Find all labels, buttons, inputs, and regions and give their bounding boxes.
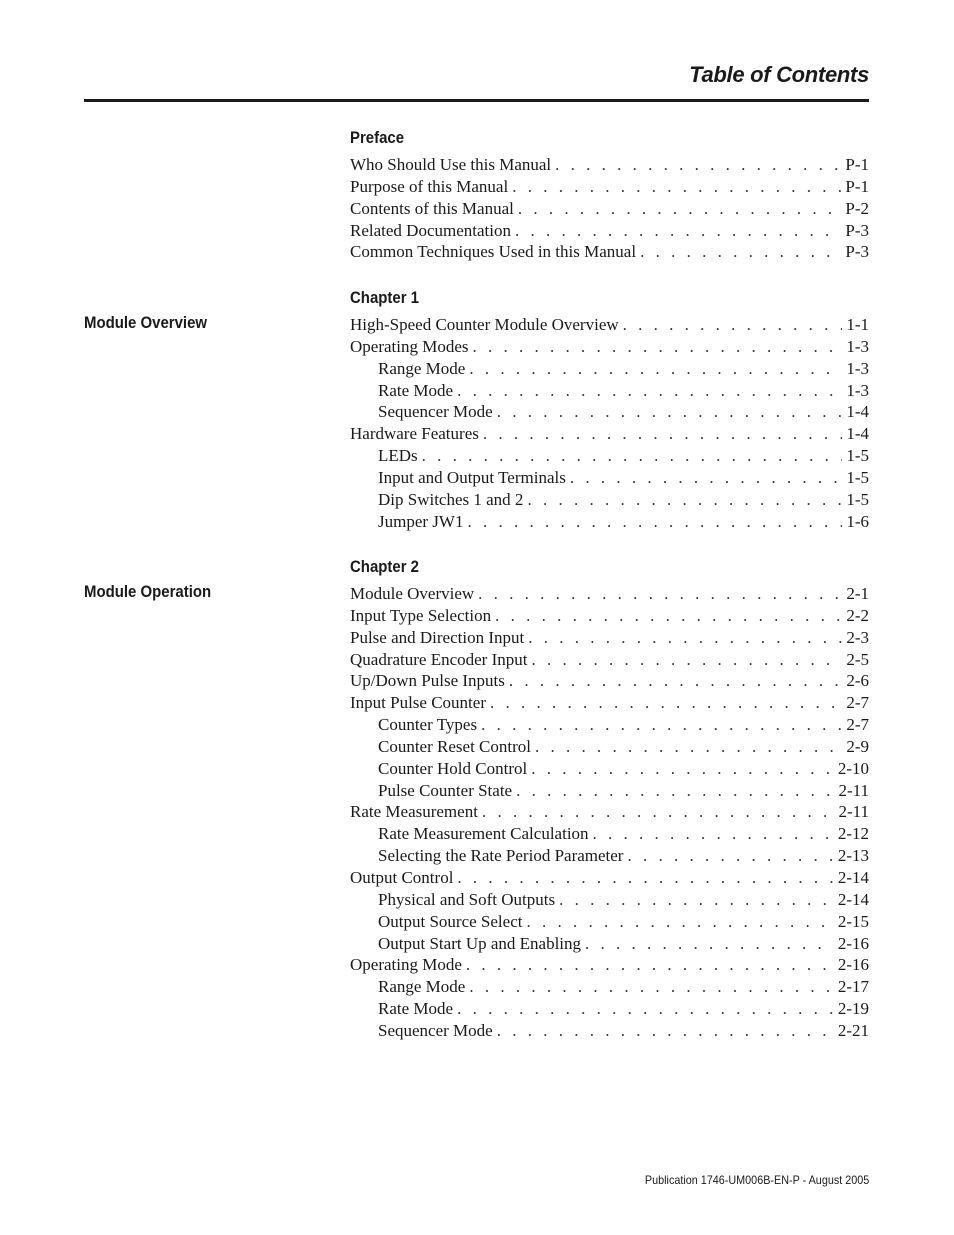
toc-entry[interactable] bbox=[350, 605, 869, 627]
publication-footer: Publication 1746-UM006B-EN-P - August 2005 bbox=[644, 1173, 869, 1187]
toc-entry-title: Operating Modes bbox=[350, 336, 469, 356]
toc-dot-leader bbox=[511, 220, 841, 242]
toc-dot-leader bbox=[493, 1020, 834, 1042]
toc-entry-title: High-Speed Counter Module Overview bbox=[350, 315, 619, 334]
toc-entry-title: Pulse Counter State bbox=[378, 780, 513, 800]
toc-entry-title: Jumper JW1 bbox=[378, 511, 464, 531]
toc-dot-leader bbox=[491, 605, 842, 627]
toc-subentry[interactable] bbox=[350, 1020, 869, 1042]
toc-page-number: P-3 bbox=[845, 220, 869, 240]
toc-subentry[interactable] bbox=[350, 467, 869, 489]
toc-page-number: 1-4 bbox=[846, 402, 869, 422]
toc-page-number: 2-19 bbox=[837, 999, 869, 1019]
page-title: Table of Contents bbox=[689, 62, 869, 87]
toc-page-number: 2-11 bbox=[838, 802, 869, 822]
toc-subentry[interactable] bbox=[350, 889, 869, 911]
toc-subentry[interactable] bbox=[350, 780, 869, 802]
toc-entry-title: Quadrature Encoder Input bbox=[350, 649, 528, 669]
toc-page-number: 1-5 bbox=[846, 489, 869, 509]
toc-page-number: 2-2 bbox=[846, 605, 869, 625]
toc-entry-title: Counter Hold Control bbox=[378, 758, 528, 778]
preface-heading: Preface bbox=[350, 128, 405, 147]
toc-entry[interactable] bbox=[350, 649, 869, 671]
toc-entry-title: Rate Measurement Calculation bbox=[378, 824, 589, 844]
toc-dot-leader bbox=[527, 649, 842, 671]
toc-subentry[interactable] bbox=[350, 489, 869, 511]
toc-page-number: 1-6 bbox=[846, 511, 869, 531]
toc-page-number: P-2 bbox=[845, 198, 869, 218]
toc-dot-leader bbox=[512, 780, 834, 802]
toc-entry-title: Counter Reset Control bbox=[378, 736, 531, 756]
toc-entry-title: Purpose of this Manual bbox=[350, 176, 509, 196]
toc-page-number: 2-9 bbox=[846, 736, 869, 756]
toc-subentry[interactable] bbox=[350, 911, 869, 933]
toc-dot-leader bbox=[589, 823, 834, 845]
toc-subentry[interactable] bbox=[350, 845, 869, 867]
toc-page-number: 2-3 bbox=[846, 627, 869, 647]
toc-entry-title: Common Techniques Used in this Manual bbox=[350, 242, 637, 262]
toc-entry[interactable] bbox=[350, 801, 869, 823]
toc-entry[interactable] bbox=[350, 154, 869, 176]
toc-page-number: 1-5 bbox=[846, 467, 869, 487]
toc-subentry[interactable] bbox=[350, 358, 869, 380]
toc-subentry[interactable] bbox=[350, 714, 869, 736]
toc-subentry[interactable] bbox=[350, 511, 869, 533]
toc-dot-leader bbox=[462, 954, 834, 976]
toc-dot-leader bbox=[477, 714, 842, 736]
toc-page-number: 2-12 bbox=[837, 824, 869, 844]
toc-entry-title: Range Mode bbox=[378, 977, 466, 997]
toc-page-number: P-1 bbox=[845, 155, 869, 174]
toc-subentry[interactable] bbox=[350, 823, 869, 845]
toc-dot-leader bbox=[465, 976, 833, 998]
toc-page-number: 2-7 bbox=[846, 715, 869, 735]
chapter-2-toc-list bbox=[350, 583, 869, 1042]
toc-entry[interactable] bbox=[350, 314, 869, 336]
toc-dot-leader bbox=[514, 198, 842, 220]
title-rule bbox=[84, 99, 869, 102]
toc-dot-leader bbox=[623, 845, 833, 867]
toc-page-number: 2-15 bbox=[837, 911, 869, 931]
toc-entry-title: Physical and Soft Outputs bbox=[378, 889, 556, 909]
toc-entry-title: Pulse and Direction Input bbox=[350, 627, 525, 647]
toc-entry-title: Module Overview bbox=[350, 584, 475, 603]
toc-page-number: 2-16 bbox=[837, 955, 869, 975]
toc-entry-title: Rate Mode bbox=[378, 999, 454, 1019]
toc-dot-leader bbox=[508, 176, 841, 198]
toc-dot-leader bbox=[453, 998, 834, 1020]
toc-page-number: 1-3 bbox=[846, 380, 869, 400]
toc-page-number: P-1 bbox=[845, 176, 869, 196]
toc-page-number: P-3 bbox=[845, 242, 869, 262]
chapter-2-title: Module Operation bbox=[84, 582, 212, 601]
toc-entry[interactable] bbox=[350, 627, 869, 649]
chapter-2-heading: Chapter 2 bbox=[350, 557, 420, 576]
toc-page-number: 2-11 bbox=[838, 780, 869, 800]
toc-entry-title: Input Pulse Counter bbox=[350, 693, 486, 713]
toc-entry-title: Sequencer Mode bbox=[378, 402, 493, 422]
toc-entry[interactable] bbox=[350, 670, 869, 692]
toc-entry-title: Sequencer Mode bbox=[378, 1020, 493, 1040]
toc-dot-leader bbox=[581, 933, 834, 955]
toc-page-number: 1-1 bbox=[846, 315, 869, 334]
toc-dot-leader bbox=[465, 358, 842, 380]
chapter-1-heading: Chapter 1 bbox=[350, 288, 420, 307]
chapter-1-toc-list bbox=[350, 314, 869, 532]
toc-entry-title: LEDs bbox=[378, 446, 418, 466]
toc-entry[interactable] bbox=[350, 220, 869, 242]
toc-entry-title: Range Mode bbox=[378, 358, 466, 378]
toc-entry[interactable] bbox=[350, 954, 869, 976]
toc-entry-title: Input Type Selection bbox=[350, 605, 492, 625]
toc-entry[interactable] bbox=[350, 241, 869, 263]
toc-subentry[interactable] bbox=[350, 380, 869, 402]
toc-entry[interactable] bbox=[350, 198, 869, 220]
toc-entry-title: Contents of this Manual bbox=[350, 198, 514, 218]
toc-dot-leader bbox=[474, 583, 842, 605]
toc-page-number: 2-1 bbox=[846, 584, 869, 603]
toc-dot-leader bbox=[453, 380, 842, 402]
toc-entry-title: Output Control bbox=[350, 867, 454, 887]
toc-page-number: 2-14 bbox=[837, 867, 869, 887]
toc-dot-leader bbox=[469, 336, 843, 358]
toc-page-number: 1-4 bbox=[846, 424, 869, 444]
toc-dot-leader bbox=[453, 867, 833, 889]
chapter-1-title: Module Overview bbox=[84, 313, 208, 332]
toc-subentry[interactable] bbox=[350, 445, 869, 467]
toc-entry[interactable] bbox=[350, 176, 869, 198]
toc-page-number: 2-10 bbox=[837, 758, 869, 778]
toc-dot-leader bbox=[418, 445, 843, 467]
toc-subentry[interactable] bbox=[350, 976, 869, 998]
toc-dot-leader bbox=[527, 758, 834, 780]
toc-entry[interactable] bbox=[350, 692, 869, 714]
toc-page-number: 2-21 bbox=[837, 1020, 869, 1040]
toc-page-number: 2-6 bbox=[846, 671, 869, 691]
toc-page-number: 2-17 bbox=[837, 977, 869, 997]
toc-dot-leader bbox=[555, 889, 834, 911]
toc-subentry[interactable] bbox=[350, 401, 869, 423]
toc-entry-title: Rate Mode bbox=[378, 380, 454, 400]
toc-entry-title: Input and Output Terminals bbox=[378, 467, 566, 487]
toc-page-number: 2-14 bbox=[837, 889, 869, 909]
toc-entry-title: Who Should Use this Manual bbox=[350, 155, 552, 174]
toc-dot-leader bbox=[463, 511, 842, 533]
toc-dot-leader bbox=[522, 911, 833, 933]
toc-entry[interactable] bbox=[350, 423, 869, 445]
toc-dot-leader bbox=[551, 154, 841, 176]
toc-dot-leader bbox=[478, 801, 835, 823]
toc-entry-title: Related Documentation bbox=[350, 220, 511, 240]
toc-page-number: 2-7 bbox=[846, 693, 869, 713]
toc-entry-title: Counter Types bbox=[378, 715, 478, 735]
toc-dot-leader bbox=[531, 736, 842, 758]
toc-entry-title: Hardware Features bbox=[350, 424, 479, 444]
toc-dot-leader bbox=[505, 670, 842, 692]
toc-subentry[interactable] bbox=[350, 736, 869, 758]
toc-page-number: 2-5 bbox=[846, 649, 869, 669]
toc-subentry[interactable] bbox=[350, 758, 869, 780]
toc-entry[interactable] bbox=[350, 583, 869, 605]
toc-subentry[interactable] bbox=[350, 933, 869, 955]
toc-entry-title: Output Start Up and Enabling bbox=[378, 933, 582, 953]
toc-entry[interactable] bbox=[350, 867, 869, 889]
toc-subentry[interactable] bbox=[350, 998, 869, 1020]
toc-dot-leader bbox=[524, 627, 842, 649]
toc-entry-title: Dip Switches 1 and 2 bbox=[378, 489, 524, 509]
toc-dot-leader bbox=[619, 314, 843, 336]
toc-dot-leader bbox=[493, 401, 843, 423]
toc-page-number: 2-13 bbox=[837, 846, 869, 866]
toc-entry-title: Up/Down Pulse Inputs bbox=[350, 671, 505, 691]
toc-entry-title: Rate Measurement bbox=[350, 802, 478, 822]
toc-entry-title: Operating Mode bbox=[350, 955, 462, 975]
toc-page-number: 2-16 bbox=[837, 933, 869, 953]
toc-entry[interactable] bbox=[350, 336, 869, 358]
toc-dot-leader bbox=[636, 241, 841, 263]
toc-dot-leader bbox=[479, 423, 842, 445]
toc-entry-title: Output Source Select bbox=[378, 911, 523, 931]
toc-dot-leader bbox=[523, 489, 842, 511]
toc-entry-title: Selecting the Rate Period Parameter bbox=[378, 846, 624, 866]
toc-page-number: 1-3 bbox=[846, 358, 869, 378]
toc-dot-leader bbox=[486, 692, 842, 714]
toc-page-number: 1-3 bbox=[846, 336, 869, 356]
preface-toc-list bbox=[350, 154, 869, 263]
toc-dot-leader bbox=[566, 467, 842, 489]
toc-page-number: 1-5 bbox=[846, 446, 869, 466]
